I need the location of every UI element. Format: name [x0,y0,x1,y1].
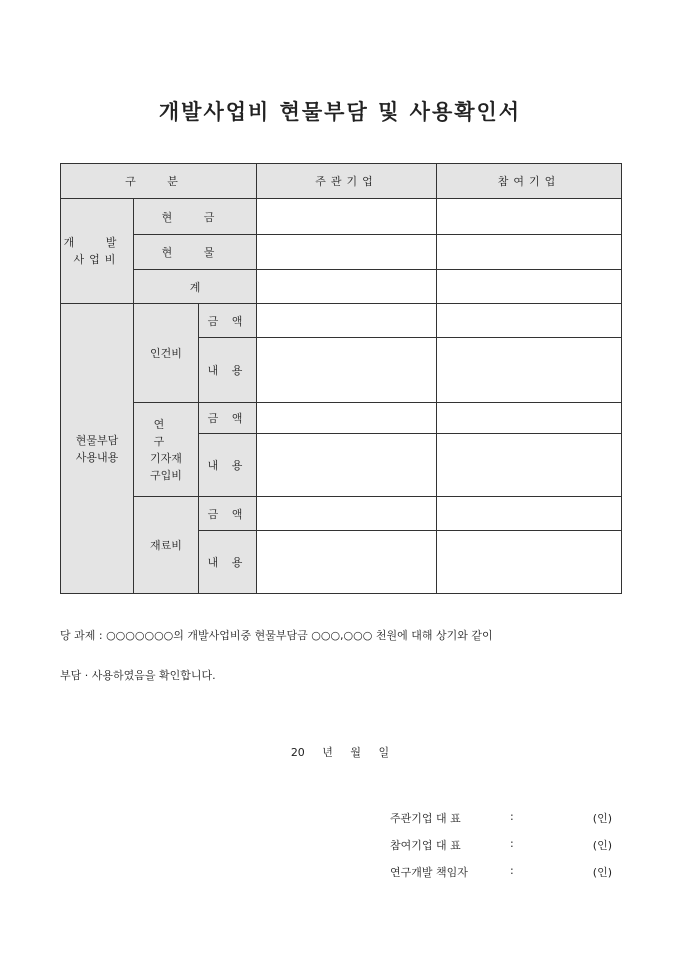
usage-label: 현물부담 사용내용 [61,304,134,594]
seal-mark: (인) [592,812,612,825]
row-label-in-kind: 현 물 [134,235,257,270]
seal-mark: (인) [592,866,612,879]
seal-mark: (인) [592,839,612,852]
header-category: 구 분 [61,164,257,199]
labor-content-host-cell[interactable] [257,338,437,403]
cash-participant-cell[interactable] [437,199,622,235]
header-host-company: 주관기업 [257,164,437,199]
table-row [61,304,622,338]
cash-host-cell[interactable] [257,199,437,235]
signature-colon: : [510,810,514,823]
confirmation-table [60,163,622,594]
equipment-amount-label: 금 액 [199,403,257,434]
equipment-amount-host-cell[interactable] [257,403,437,434]
equipment-content-participant-cell[interactable] [437,434,622,497]
signature-label: 주관기업 대 표 [390,812,461,825]
labor-content-label: 내 용 [199,338,257,403]
labor-amount-host-cell[interactable] [257,304,437,338]
statement-line-2: 부담 · 사용하였음을 확인합니다. [60,669,216,682]
equipment-amount-participant-cell[interactable] [437,403,622,434]
statement-line-1: 당 과제 : ○○○○○○○의 개발사업비중 현물부담금 ○○○,○○○ 천원에 대해 상기와 같이 [60,629,493,642]
material-amount-participant-cell[interactable] [437,497,622,531]
labor-amount-participant-cell[interactable] [437,304,622,338]
dev-cost-label: 개 발 사업비 [61,199,134,304]
material-amount-host-cell[interactable] [257,497,437,531]
material-content-host-cell[interactable] [257,531,437,594]
material-content-label: 내 용 [199,531,257,594]
signature-research-lead [390,864,612,880]
signature-label: 참여기업 대 표 [390,839,461,852]
signature-colon: : [510,864,514,877]
signature-host-rep [390,810,612,826]
material-amount-label: 금 액 [199,497,257,531]
labor-content-participant-cell[interactable] [437,338,622,403]
total-participant-cell[interactable] [437,270,622,304]
equipment-content-label: 내 용 [199,434,257,497]
total-host-cell[interactable] [257,270,437,304]
table-row [61,497,622,531]
equipment-content-host-cell[interactable] [257,434,437,497]
signature-participant-rep [390,837,612,853]
header-participant-company: 참여기업 [437,164,622,199]
document-title: 개발사업비 현물부담 및 사용확인서 [158,99,522,124]
labor-cost-label: 인건비 [134,304,199,403]
equipment-cost-label: 연 구 기자재 구입비 [134,403,199,497]
date-line: 20 년 월 일 [290,746,390,759]
table-row [61,403,622,434]
material-cost-label: 재료비 [134,497,199,594]
row-label-cash: 현 금 [134,199,257,235]
signature-label: 연구개발 책임자 [390,866,468,879]
signature-colon: : [510,837,514,850]
labor-amount-label: 금 액 [199,304,257,338]
table-row [61,270,622,304]
table-header-row [61,164,622,199]
in-kind-participant-cell[interactable] [437,235,622,270]
table-row [61,199,622,235]
material-content-participant-cell[interactable] [437,531,622,594]
in-kind-host-cell[interactable] [257,235,437,270]
row-label-total: 계 [134,270,257,304]
table-row [61,235,622,270]
